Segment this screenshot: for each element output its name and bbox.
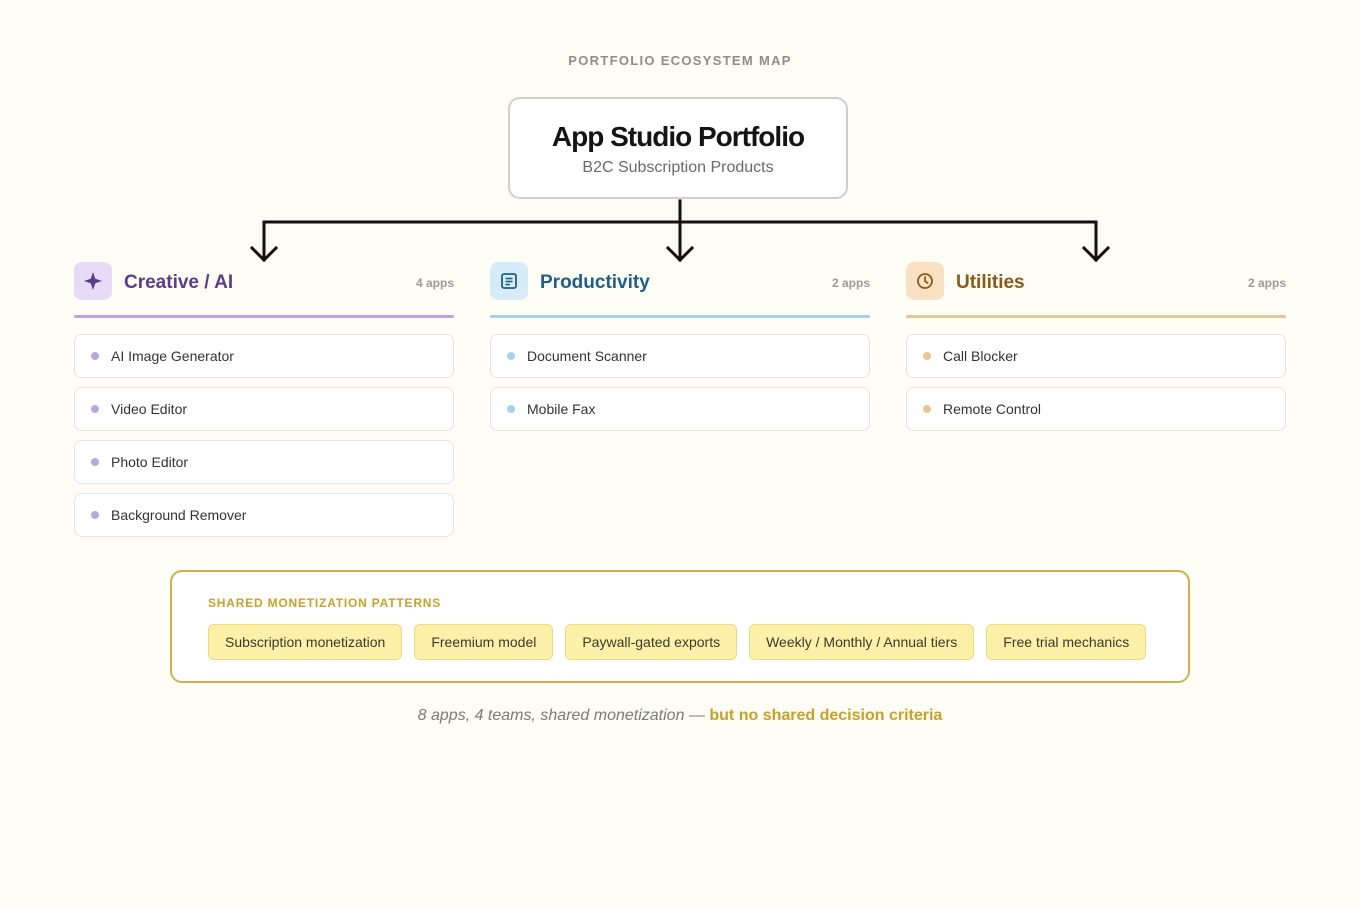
- bullet-dot: [91, 511, 99, 519]
- footer-accent: but no shared decision criteria: [709, 707, 943, 724]
- sparkle-icon: [74, 262, 112, 300]
- diagram-eyebrow: PORTFOLIO ECOSYSTEM MAP: [568, 53, 792, 68]
- category-count: 2 apps: [1247, 276, 1286, 290]
- clock-icon: [906, 262, 944, 300]
- category-creative-ai: [74, 262, 454, 546]
- category-count: 4 apps: [415, 276, 454, 290]
- category-title: Productivity: [540, 272, 650, 293]
- category-utilities: [906, 262, 1286, 440]
- pattern-chips: [208, 624, 1146, 660]
- app-item[interactable]: [906, 387, 1286, 431]
- bullet-dot: [507, 405, 515, 413]
- app-name: Document Scanner: [527, 348, 647, 364]
- portfolio-title: App Studio Portfolio: [551, 121, 805, 152]
- summary-footer: [0, 707, 1360, 725]
- category-header: [906, 262, 1286, 302]
- app-name: Remote Control: [943, 401, 1042, 417]
- bullet-dot: [91, 458, 99, 466]
- category-rule: [74, 315, 454, 318]
- bullet-dot: [923, 405, 931, 413]
- document-icon: [490, 262, 528, 300]
- category-header: [490, 262, 870, 302]
- app-item[interactable]: [906, 334, 1286, 378]
- bullet-dot: [91, 352, 99, 360]
- category-count: 2 apps: [831, 276, 870, 290]
- app-item[interactable]: [74, 440, 454, 484]
- category-productivity: [490, 262, 870, 440]
- category-rule: [906, 315, 1286, 318]
- app-name: Video Editor: [111, 401, 188, 417]
- pattern-chip[interactable]: Free trial mechanics: [986, 624, 1146, 660]
- bullet-dot: [91, 405, 99, 413]
- bullet-dot: [507, 352, 515, 360]
- app-name: AI Image Generator: [111, 348, 234, 364]
- category-title: Utilities: [956, 272, 1025, 293]
- pattern-chip[interactable]: Freemium model: [414, 624, 553, 660]
- category-header: [74, 262, 454, 302]
- app-item[interactable]: [74, 334, 454, 378]
- pattern-chip[interactable]: Paywall-gated exports: [565, 624, 737, 660]
- app-name: Photo Editor: [111, 454, 189, 470]
- app-name: Background Remover: [111, 507, 247, 523]
- app-item[interactable]: [74, 387, 454, 431]
- pattern-chip[interactable]: Subscription monetization: [208, 624, 402, 660]
- app-item[interactable]: [490, 334, 870, 378]
- footer-lead: 8 apps, 4 teams, shared monetization —: [417, 707, 710, 724]
- app-name: Call Blocker: [943, 348, 1018, 364]
- shared-patterns-panel: [170, 570, 1190, 683]
- app-name: Mobile Fax: [527, 401, 596, 417]
- portfolio-subtitle: B2C Subscription Products: [582, 159, 774, 176]
- app-item[interactable]: [74, 493, 454, 537]
- pattern-chip[interactable]: Weekly / Monthly / Annual tiers: [749, 624, 974, 660]
- category-title: Creative / AI: [124, 272, 234, 293]
- patterns-title: SHARED MONETIZATION PATTERNS: [208, 596, 442, 610]
- bullet-dot: [923, 352, 931, 360]
- category-rule: [490, 315, 870, 318]
- app-item[interactable]: [490, 387, 870, 431]
